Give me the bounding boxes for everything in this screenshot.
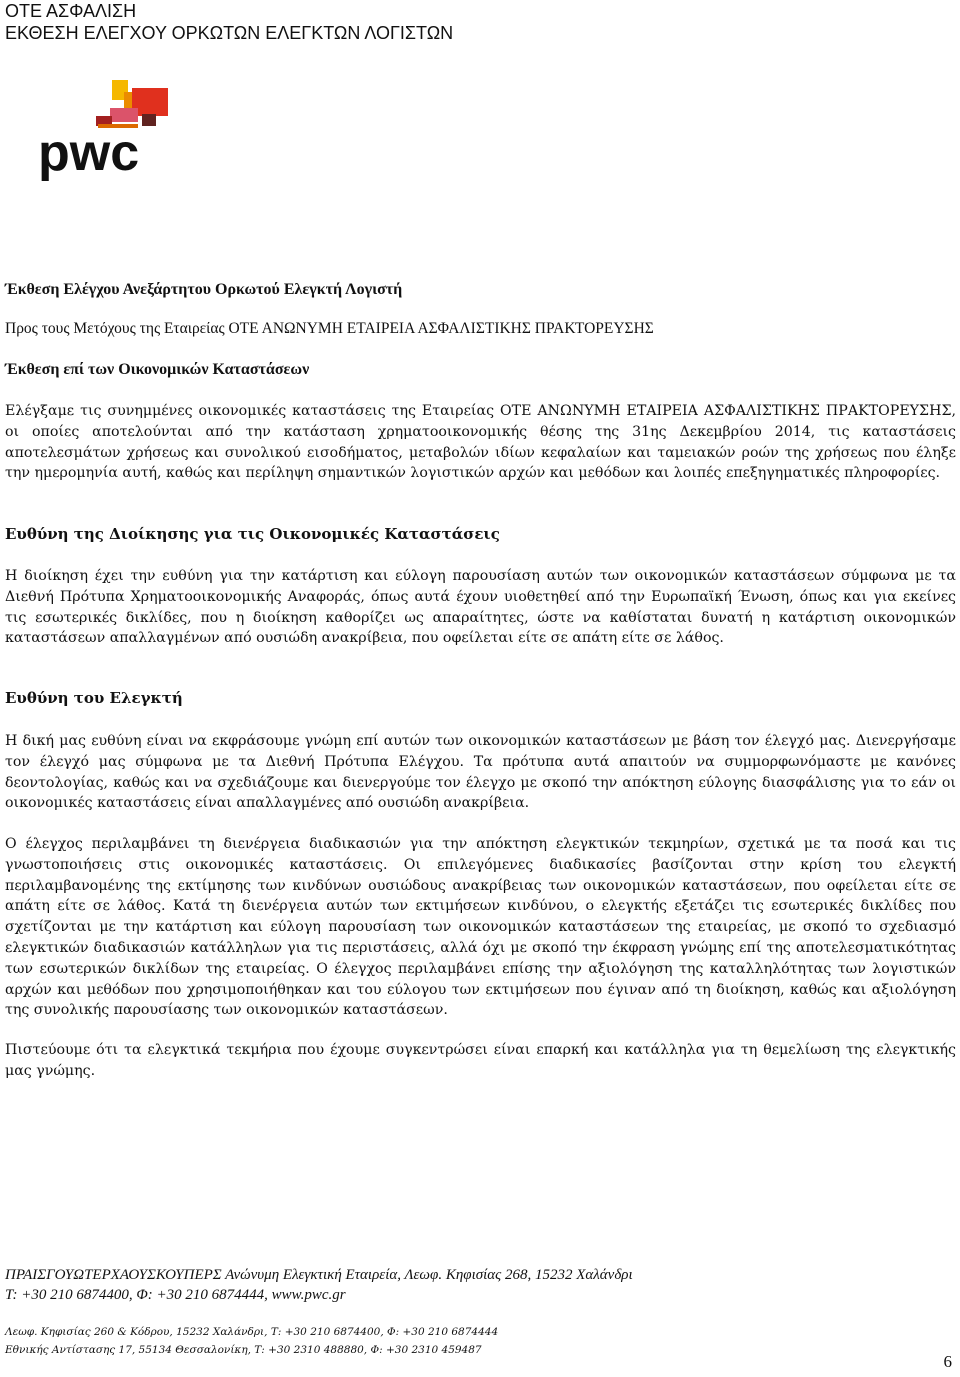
- logo-block-maroon: [142, 114, 156, 126]
- page-number: 6: [943, 1352, 952, 1371]
- pwc-logo-graphic: [36, 78, 176, 188]
- logo-wordmark: pwc: [38, 124, 140, 182]
- mgmt-responsibility-paragraph: Η διοίκηση έχει την ευθύνη για την κατάρτιση και εύλογη παρουσίαση αυτών των οικονομικών καταστάσεων σύμφωνα με τα Διεθνή Πρότυπα Χρηματοοικονομικής Αναφοράς, όπως αυτά έχουν υιοθετηθεί από την Ευρωπαϊκή Ένωση, όπως και για εκείνες τις εσωτερικές δικλίδες, που η διοίκηση καθορίζει ως απαραίτητες, ώστε να καθίσταται δυνατή η κατάρτιση οικονομικών καταστάσεων απαλλαγμένων από ουσιώδη ανακρίβεια, που οφείλεται είτε σε απάτη είτε σε λάθος.: [5, 568, 956, 647]
- report-title: Έκθεση Ελέγχου Ανεξάρτητου Ορκωτού Ελεγκτή Λογιστή: [5, 281, 403, 298]
- footer-address-athens: Λεωφ. Κηφισίας 260 & Κόδρου, 15232 Χαλάνδρι, Τ: +30 210 6874400, Φ: +30 210 6874444: [5, 1326, 499, 1338]
- auditor-responsibility-heading: Ευθύνη του Ελεγκτή: [5, 689, 183, 707]
- auditor-paragraph-3: Πιστεύουμε ότι τα ελεγκτικά τεκμήρια που έχουμε συγκεντρώσει είναι επαρκή και κατάλληλα για τη θεμελίωση της ελεγκτικής μας γνώμης.: [5, 1042, 956, 1079]
- intro-paragraph: Ελέγξαμε τις συνημμένες οικονομικές καταστάσεις της Εταιρείας ΟΤΕ ΑΝΩΝΥΜΗ ΕΤΑΙΡΕΙΑ ΑΣΦΑΛΙΣΤΙΚΗΣ ΠΡΑΚΤΟΡΕΥΣΗΣ, οι οποίες αποτελούνται από την κατάσταση χρηματοοικονομικής θέσης της 31ης Δεκεμβρίου 2014, τις καταστάσεις αποτελεσμάτων χρήσεως και συνολικού εισοδήματος, μεταβολών ιδίων κεφαλαίων και ταμειακών ροών της χρήσεως που έληξε την ημερομηνία αυτή, καθώς και περίληψη σημαντικών λογιστικών αρχών και μεθόδων και λοιπές επεξηγηματικές πληροφορίες.: [5, 403, 956, 482]
- footer-firm-line: ΠΡΑΙΣΓΟΥΩΤΕΡΧΑΟΥΣΚΟΥΠΕΡΣ Ανώνυμη Ελεγκτική Εταιρεία, Λεωφ. Κηφισίας 268, 15232 Χαλάνδρι: [5, 1267, 633, 1283]
- report-addressee: Προς τους Μετόχους της Εταιρείας ΟΤΕ ΑΝΩΝΥΜΗ ΕΤΑΙΡΕΙΑ ΑΣΦΑΛΙΣΤΙΚΗΣ ΠΡΑΚΤΟΡΕΥΣΗΣ: [5, 320, 654, 337]
- logo-block-pink: [110, 108, 138, 122]
- mgmt-responsibility-heading: Ευθύνη της Διοίκησης για τις Οικονομικές Καταστάσεις: [5, 525, 500, 543]
- header-report-title: ΕΚΘΕΣΗ ΕΛΕΓΧΟΥ ΟΡΚΩΤΩΝ ΕΛΕΓΚΤΩΝ ΛΟΓΙΣΤΩΝ: [5, 23, 454, 43]
- footer-address-thessaloniki: Εθνικής Αντίστασης 17, 55134 Θεσσαλονίκη, Τ: +30 2310 488880, Φ: +30 2310 459487: [5, 1344, 482, 1356]
- header-company: ΟΤΕ ΑΣΦΑΛΙΣΗ: [5, 1, 137, 21]
- footer-contact-line: Τ: +30 210 6874400, Φ: +30 210 6874444, www.pwc.gr: [5, 1287, 346, 1303]
- section-title: Έκθεση επί των Οικονομικών Καταστάσεων: [5, 361, 310, 378]
- pwc-logo: [36, 78, 176, 188]
- auditor-paragraph-2: Ο έλεγχος περιλαμβάνει τη διενέργεια διαδικασιών για την απόκτηση ελεγκτικών τεκμηρίων, σχετικά με τα ποσά και τις γνωστοποιήσεις στις οικονομικές καταστάσεις. Οι επιλεγόμενες διαδικασίες βασίζονται στην κρίση του ελεγκτή περιλαμβανομένης της εκτίμησης των κινδύνων ουσιώδους ανακρίβειας των οικονομικών καταστάσεων, που οφείλεται είτε σε απάτη είτε σε λάθος. Κατά τη διενέργεια αυτών των εκτιμήσεων κινδύνου, ο ελεγκτής εξετάζει τις εσωτερικές δικλίδες που σχετίζονται με την κατάρτιση και εύλογη παρουσίαση των οικονομικών καταστάσεων της εταιρείας, με σκοπό το σχεδιασμό ελεγκτικών διαδικασιών κατάλληλων για τις περιστάσεις, αλλά όχι με σκοπό την έκφραση γνώμης επί της αποτελεσματικότητας των εσωτερικών δικλίδων της εταιρείας. Ο έλεγχος περιλαμβάνει επίσης την αξιολόγηση της καταλληλότητας των λογιστικών αρχών και μεθόδων που χρησιμοποιήθηκαν και του εύλογου των εκτιμήσεων που έγιναν από τη διοίκηση, καθώς και αξιολόγηση της συνολικής παρουσίασης των οικονομικών καταστάσεων.: [5, 836, 956, 1019]
- auditor-paragraph-1: Η δική μας ευθύνη είναι να εκφράσουμε γνώμη επί αυτών των οικονομικών καταστάσεων με βάση τον έλεγχό μας. Διενεργήσαμε τον έλεγχό μας σύμφωνα με τα Διεθνή Πρότυπα Ελέγχου. Τα πρότυπα αυτά απαιτούν να συμμορφωνόμαστε με κανόνες δεοντολογίας, καθώς και να σχεδιάζουμε και διενεργούμε τον έλεγχο με σκοπό την απόκτηση εύλογης διασφάλισης για το εάν οι οικονομικές καταστάσεις είναι απαλλαγμένες από ουσιώδη ανακρίβεια.: [5, 733, 956, 812]
